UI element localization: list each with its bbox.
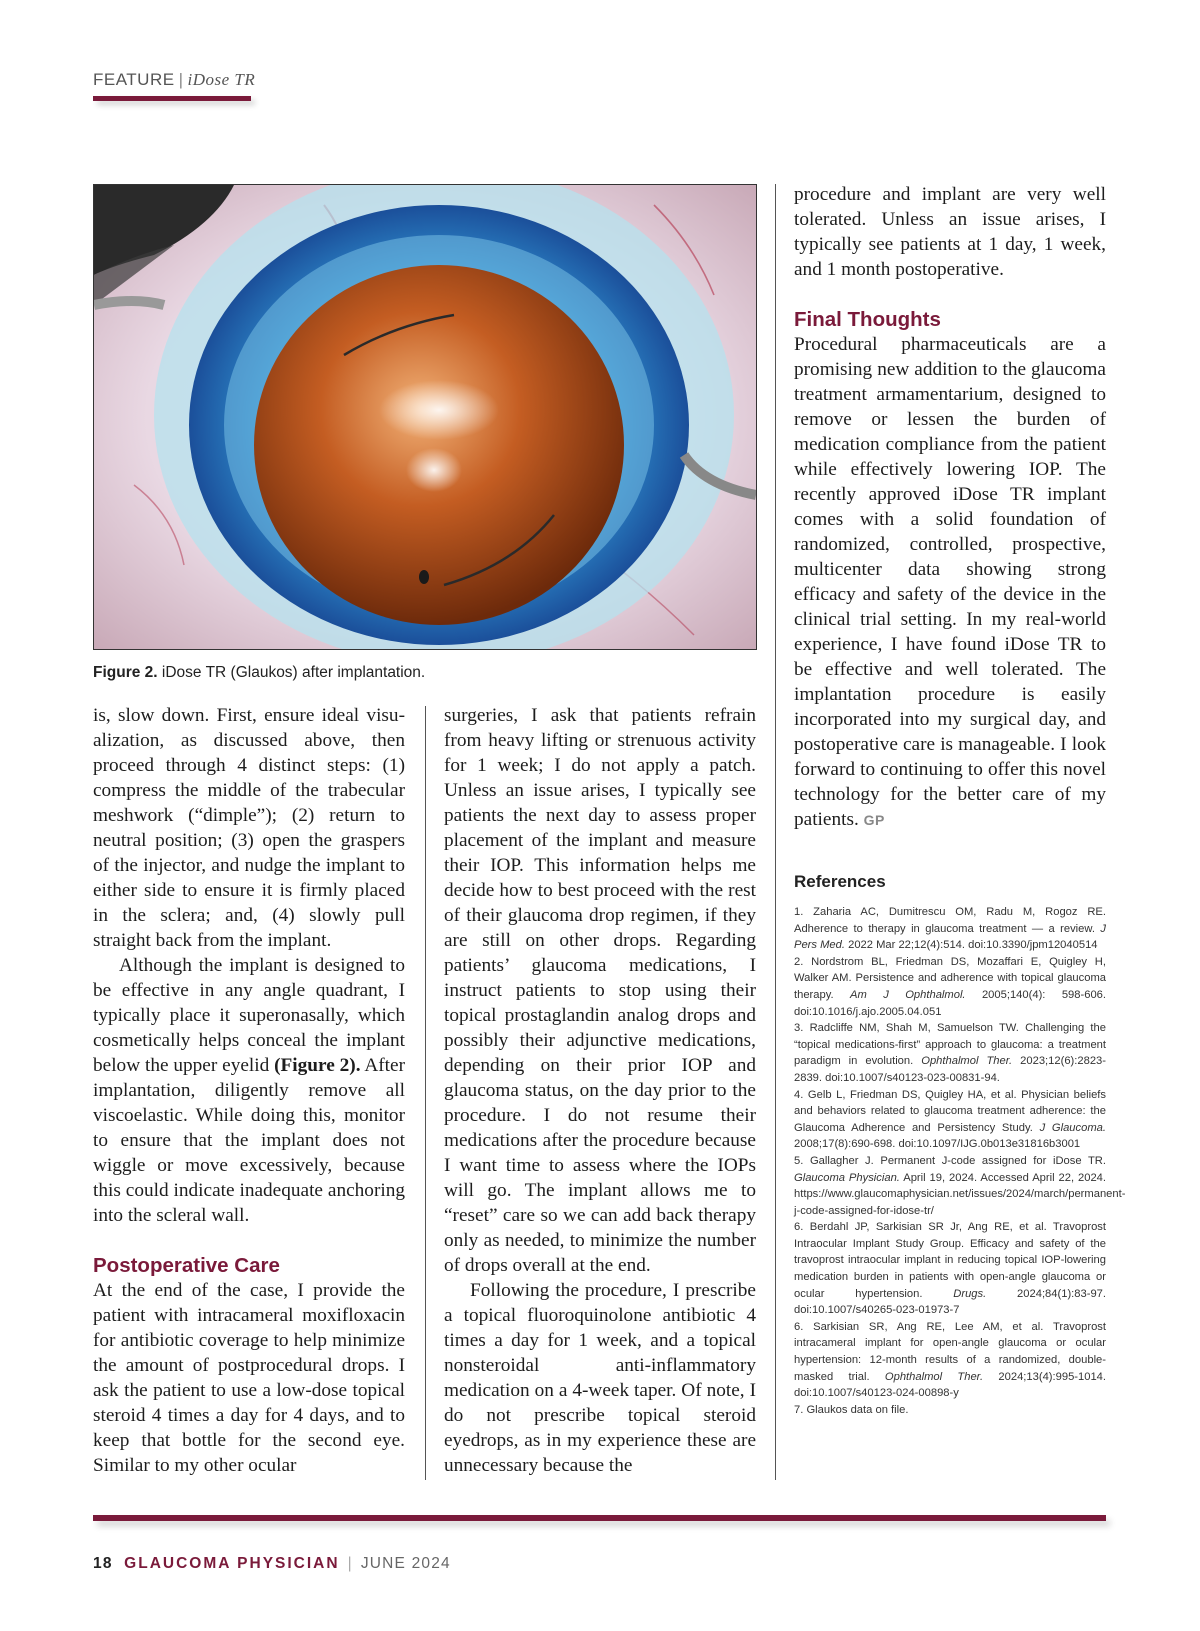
reference-text: 6. Sarkisian SR, Ang RE, Lee AM, et al. Travoprost intracameral implant for open-angle glaucoma or ocular hypertension: 12-month results of a randomized, double-masked trial.: [794, 1320, 1106, 1383]
body-paragraph: Following the procedure, I prescribe a topical fluoroquinolone antibiotic 4 times a day for 1 week, and a topical nonsteroidal anti-inflammatory medication on a 4-week taper. Of note, I do not prescribe topical steroid eyedrops, as in my experience these are unnecessary because the: [444, 1280, 756, 1476]
body-text: Procedural pharmaceuticals are a promising new addition to the glaucoma treatment armamentarium, designed to remove or lessen the burden of medication compliance from the patient while effectively lowering IOP. The recently approved iDose TR implant comes with a solid foundation of randomized, controlled, prospective, multicenter data showing strong efficacy and safety of the device in the clinical trial setting. In my real-world experience, I have found iDose TR to be effective and well tolerated. The implantation procedure is easily incorporated into my surgical day, and postoperative care is manageable. I look forward to continuing to offer this novel technology for the better care of my patients.: [794, 334, 1106, 830]
reference-journal: Ophthalmol Ther.: [884, 1370, 984, 1383]
reference-journal: J Glaucoma.: [1039, 1121, 1106, 1134]
header-separator: |: [178, 70, 184, 89]
body-text: Although the implant is designed to be effective in any angle quadrant, I typically place it superonasally, which cosmetically helps conceal the implant below the upper eyelid: [93, 955, 405, 1076]
reference-item: [794, 1020, 1106, 1086]
reference-text: 5. Gallagher J. Permanent J-code assigned for iDose TR.: [794, 1154, 1106, 1167]
reference-citation: 2022 Mar 22;12(4):514. doi:10.3390/jpm12040514: [844, 939, 1098, 952]
reference-text: 6. Berdahl JP, Sarkisian SR Jr, Ang RE, et al. Travoprost Intraocular Implant Study Group. Efficacy and safety of the travoprost intraocular implant in reducing topical IOP-lowering medication burden in patients with open-angle glaucoma or ocular hypertension.: [794, 1221, 1106, 1300]
column-divider: [775, 184, 776, 1480]
reference-item: [794, 904, 1106, 954]
reference-text: 3. Radcliffe NM, Shah M, Samuelson TW. Challenging the “topical medications-first” approach to glaucoma: a treatment paradigm in evolution.: [794, 1022, 1106, 1068]
body-paragraph: procedure and implant are very well tolerated. Unless an issue arises, I typically see patients at 1 day, 1 week, and 1 month postoperative.: [794, 184, 1106, 280]
text-column-2: [444, 703, 756, 1478]
body-paragraph: is, slow down. First, ensure ideal visualization, as discussed above, then proceed through 4 distinct steps: (1) compress the middle of the trabecular meshwork (“dimple”); (2) return to neutral position; (3) open the graspers of the injector, and nudge the implant to either side to ensure it is firmly placed in the sclera; and, (4) slowly pull straight back from the implant.: [93, 705, 405, 951]
section-heading: Final Thoughts: [794, 308, 941, 331]
reference-journal: Am J Ophthalmol.: [850, 988, 966, 1001]
section-heading: Postoperative Care: [93, 1254, 280, 1277]
page-footer: [93, 1555, 451, 1573]
references-heading: References: [794, 872, 886, 891]
running-header: [93, 70, 255, 90]
figure-label: Figure 2.: [93, 664, 158, 681]
footer-rule: [93, 1515, 1106, 1521]
reference-item: [794, 954, 1106, 1020]
body-paragraph: [794, 332, 1106, 833]
reference-journal: J Pers Med.: [794, 922, 1106, 952]
reference-citation: 2008;17(8):690-698. doi:10.1097/IJG.0b013e31816b3001: [794, 1138, 1081, 1151]
reference-journal: Glaucoma Physician.: [794, 1171, 900, 1184]
page-number: 18: [93, 1555, 113, 1572]
references-list: [794, 904, 1126, 1418]
section-label: FEATURE: [93, 70, 175, 89]
figure-reference: (Figure 2).: [274, 1055, 361, 1076]
text-column-3: [794, 182, 1126, 1418]
reference-item: [794, 1219, 1106, 1319]
figure-caption: [93, 664, 425, 682]
figure-caption-text: iDose TR (Glaukos) after implantation.: [157, 664, 426, 681]
reference-text: 7. Glaukos data on file.: [794, 1403, 909, 1416]
issue-date: JUNE 2024: [360, 1555, 451, 1572]
reference-text: 1. Zaharia AC, Dumitrescu OM, Radu M, Rogoz RE. Adherence to therapy in glaucoma treatment — a review.: [794, 906, 1106, 935]
figure-photo-eye-implant: [93, 184, 757, 650]
reference-text: 2. Nordstrom BL, Friedman DS, Mozaffari E, Quigley H, Walker AM. Persistence and adherence with topical glaucoma therapy.: [794, 955, 1106, 1001]
reference-journal: Drugs.: [953, 1287, 987, 1300]
reference-citation: 2005;140(4): 598-606. doi:10.1016/j.ajo.2005.04.051: [794, 988, 1106, 1018]
reference-item: [794, 1402, 1106, 1419]
body-paragraph: At the end of the case, I provide the patient with intracameral moxifloxacin for antibiotic coverage to help minimize the amount of postprocedural drops. I ask the patient to use a low-dose topical steroid 4 times a day for 4 days, and to keep that bottle for the second eye. Similar to my other ocular: [93, 1280, 405, 1476]
body-paragraph: [93, 953, 405, 1228]
body-paragraph: surgeries, I ask that patients refrain from heavy lifting or strenuous activity for 1 week; I do not apply a patch. Unless an issue arises, I typically see patients the next day to assess proper placement of the implant and measure their IOP. This information helps me decide how to best proceed with the rest of their glaucoma drop regimen, if they are still on other drops. Regarding patients’ glaucoma medications, I instruct patients to stop using their topical prostaglandin analog drops and possibly their adjunctive medications, depending on their prior IOP and glaucoma status, on the day prior to the procedure. I do not resume their medications after the procedure because I want time to assess where the IOPs will go. The implant allows me to “reset” care so we can add back therapy only as needed, to minimize the number of drops overall at the end.: [444, 705, 756, 1276]
magazine-title: GLAUCOMA PHYSICIAN: [124, 1555, 340, 1572]
header-rule: [93, 96, 251, 101]
reference-text: 4. Gelb L, Friedman DS, Quigley HA, et al. Physician beliefs and behaviors related to glaucoma treatment adherence: the Glaucoma Adherence and Persistency Study.: [794, 1088, 1106, 1134]
end-mark: GP: [863, 812, 885, 828]
reference-item: [794, 1087, 1106, 1153]
footer-separator: |: [347, 1555, 353, 1572]
reference-citation: 2023;12(6):2823-2839. doi:10.1007/s40123-023-00831-94.: [794, 1055, 1106, 1084]
header-topic: iDose TR: [187, 70, 256, 89]
reference-journal: Ophthalmol Ther.: [921, 1055, 1013, 1068]
column-divider: [425, 706, 426, 1480]
text-column-1: [93, 703, 405, 1478]
reference-item: [794, 1319, 1106, 1402]
reference-citation: April 19, 2024. Accessed April 22, 2024. https://www.glaucomaphysician.net/issues/2024/march/permanent-j-code-assigned-for-idose-tr/: [794, 1171, 1126, 1217]
reference-citation: 2024;84(1):83-97. doi:10.1007/s40265-023-01973-7: [794, 1287, 1106, 1317]
body-text: After implantation, diligently remove all viscoelastic. While doing this, monitor to ensure that the implant does not wiggle or move excessively, because this could indicate inadequate anchoring into the scleral wall.: [93, 1055, 405, 1226]
reference-citation: 2024;13(4):995-1014. doi:10.1007/s40123-024-00898-y: [794, 1370, 1107, 1400]
reference-item: [794, 1153, 1126, 1219]
